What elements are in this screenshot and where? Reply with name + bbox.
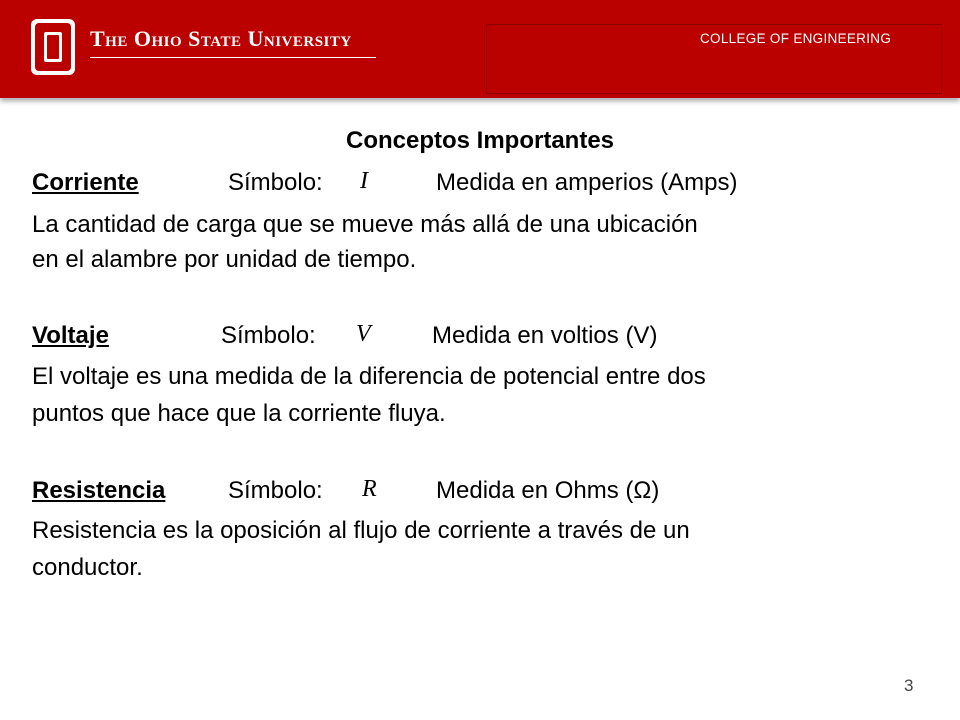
description-resistencia-line1: Resistencia es la oposición al flujo de corriente a través de un [32, 517, 690, 544]
symbol-label-voltaje: Símbolo: [221, 322, 316, 349]
unit-resistencia: Medida en Ohms (Ω) [436, 477, 660, 504]
block-o-logo-icon [30, 18, 76, 76]
university-underline [90, 57, 376, 58]
term-resistencia: Resistencia [32, 477, 166, 504]
university-name: The Ohio State University [90, 26, 352, 51]
header-banner [0, 0, 960, 98]
page-number: 3 [904, 676, 914, 695]
description-corriente-line1: La cantidad de carga que se mueve más allá de una ubicación [32, 211, 698, 238]
term-corriente: Corriente [32, 169, 139, 196]
term-voltaje: Voltaje [32, 322, 109, 349]
slide-title: Conceptos Importantes [345, 127, 615, 154]
symbol-label-corriente: Símbolo: [228, 169, 323, 196]
symbol-voltaje: V [356, 321, 371, 347]
concept-heading-resistencia [32, 476, 165, 506]
symbol-label-resistencia: Símbolo: [228, 477, 323, 504]
symbol-corriente: I [360, 168, 368, 194]
unit-corriente: Medida en amperios (Amps) [436, 169, 738, 196]
college-name: COLLEGE OF ENGINEERING [700, 31, 892, 46]
symbol-resistencia: R [362, 476, 377, 502]
description-voltaje-line2: puntos que hace que la corriente fluya. [32, 400, 446, 427]
unit-voltaje: Medida en voltios (V) [432, 322, 658, 349]
concept-heading-corriente [32, 168, 139, 198]
concept-heading-voltaje [32, 321, 109, 351]
description-resistencia-line2: conductor. [32, 554, 143, 581]
description-voltaje-line1: El voltaje es una medida de la diferencia de potencial entre dos [32, 363, 706, 390]
description-corriente-line2: en el alambre por unidad de tiempo. [32, 246, 417, 273]
